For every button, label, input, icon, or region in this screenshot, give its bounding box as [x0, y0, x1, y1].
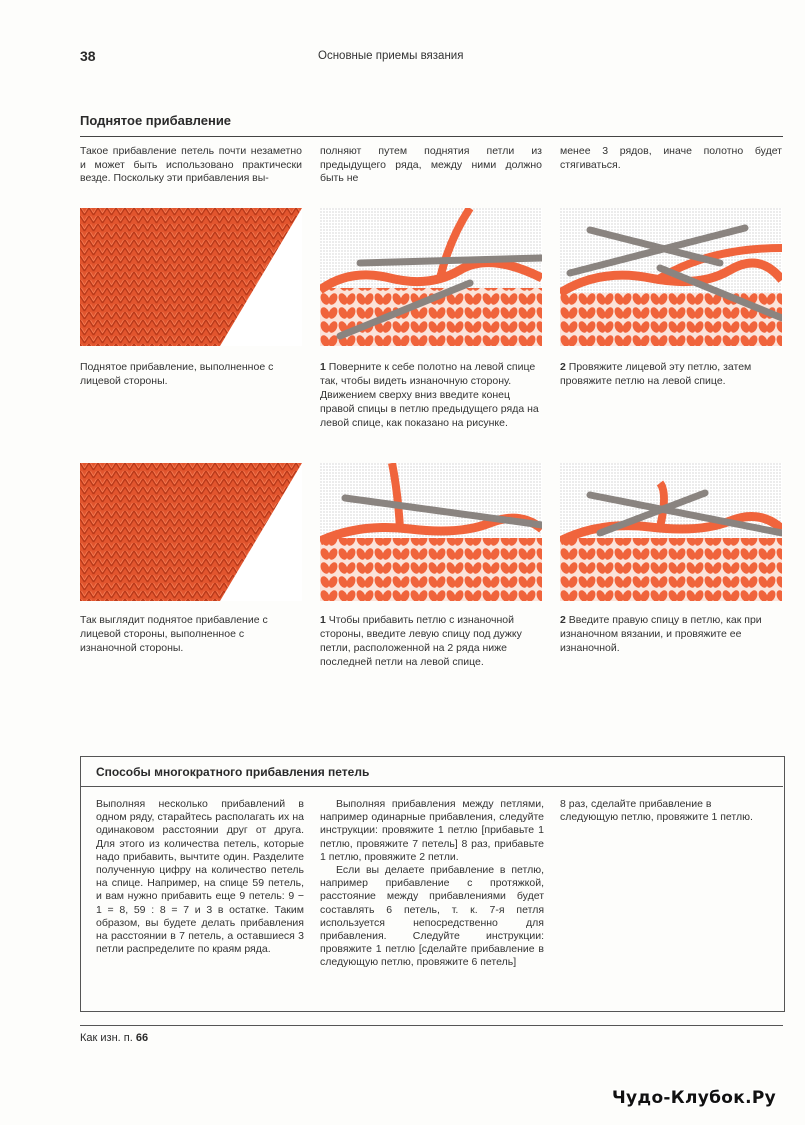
footer-reference: [80, 1032, 148, 1044]
step-text: Чтобы прибавить петлю с изнаночной стороны, введите левую спицу под дужку петли, расположенной на 2 ряда ниже последней петли на левой спице.: [320, 614, 522, 668]
step-text: Поверните к себе полотно на левой спице так, чтобы видеть изнаночную сторону. Движением сверху вниз введите конец правой спицы в петлю предыдущего ряда на левой спице, как показано на рисунке.: [320, 361, 539, 429]
footer-label: Как изн. п.: [80, 1032, 133, 1044]
footer-rule: [80, 1025, 783, 1026]
running-title: Основные приемы вязания: [318, 50, 464, 62]
tips-column-2: [320, 798, 544, 970]
step2-caption-row2: [560, 613, 782, 655]
site-watermark: Чудо-Клубок.Ру: [612, 1088, 776, 1108]
tips-column-1: Выполняя несколько прибавлений в одном ряду, старайтесь располагать их на одинаковом расстоянии друг от друга. Для этого из количества петель, которые надо прибавить, вычтите один. Разделите полученную цифру на количество петель на спице. Например, на спице 59 петель, и вам нужно прибавить еще 9 петель: 9 − 1 = 8, 59 : 8 = 7 и 3 в остатке. Таким образом, вы будете делать прибавления на расстоянии в 7 петель, а оставшиеся 3 петли распределите по краям ряда.: [96, 798, 304, 956]
step2-illustration-row2: [560, 463, 782, 601]
step2-illustration-row1: [560, 208, 782, 346]
photo-caption-row1: Поднятое прибавление, выполненное с лицевой стороны.: [80, 361, 274, 387]
step-number: 2: [560, 361, 566, 373]
section-rule: [80, 136, 783, 137]
page-number: 38: [80, 48, 96, 64]
step1-caption-row2: [320, 613, 542, 669]
section-title: Поднятое прибавление: [80, 113, 232, 128]
photo-caption-row2: Так выглядит поднятое прибавление с лицевой стороны, выполненное с изнаночной стороны.: [80, 614, 268, 654]
step1-illustration-row2: [320, 463, 542, 601]
tips-paragraph: Если вы делаете прибавление в петлю, например прибавление с протяжкой, расстояние между прибавлениями будет составлять 6 петель, т. к. 7-я петля используется непосредственно для прибавления. Следуйте инструкции: провяжите 1 петлю [сделайте прибавление в следующую петлю, провяжите 6 петель]: [320, 864, 544, 969]
footer-page-ref: 66: [135, 1032, 149, 1044]
step2-caption-row1: [560, 360, 782, 388]
intro-column-2: полняют путем поднятия петли из предыдущего ряда, между ними должно быть не: [320, 145, 542, 184]
knit-photo-wrong-side: [80, 463, 302, 601]
step-text: Введите правую спицу в петлю, как при изнаночном вязании, и провяжите ее изнаночной.: [560, 614, 762, 654]
step-number: 2: [560, 614, 566, 626]
step-text: Провяжите лицевой эту петлю, затем провяжите петлю на левой спице.: [560, 361, 752, 387]
tips-paragraph: Выполняя прибавления между петлями, например одинарные прибавления, следуйте инструкции: провяжите 1 петлю [прибавьте 1 петлю, провяжите 7 петель] 8 раз, прибавьте 1 петлю, провяжите 2 петли.: [320, 798, 544, 863]
knit-photo-right-side: [80, 208, 302, 346]
tips-box-title: Способы многократного прибавления петель: [96, 765, 370, 779]
step-number: 1: [320, 361, 326, 373]
step-number: 1: [320, 614, 326, 626]
intro-column-1: Такое прибавление петель почти незаметно и может быть использовано практически везде. Поскольку эти прибавления вы-: [80, 145, 302, 184]
step1-caption-row1: [320, 360, 542, 430]
tips-column-3: 8 раз, сделайте прибавление в следующую петлю, провяжите 1 петлю.: [560, 798, 753, 824]
step1-illustration-row1: [320, 208, 542, 346]
intro-column-3: менее 3 рядов, иначе полотно будет стягиваться.: [560, 145, 782, 171]
